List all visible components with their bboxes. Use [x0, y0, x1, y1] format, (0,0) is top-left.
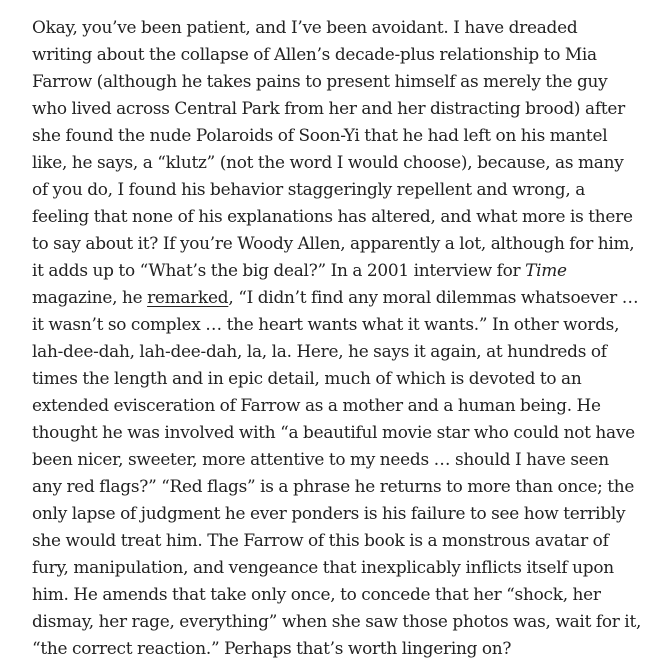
paragraph-text-part-3: , “I didn’t find any moral dilemmas whatsoever … it wasn’t so complex … the heart wants what it wants.” In other words, lah-dee-dah, lah-dee-dah, la, la. Here, he says it again, at hundreds of times the length and in epic detail, much of which is devoted to an extended evisceration of Farrow as a mother and a human being. He thought he was involved with “a beautiful movie star who could not have been nicer, sweeter, more attentive to my needs … should I have seen any red flags?” “Red flags” is a phrase he returns to more than once; the only lapse of judgment he ever ponders is his failure to see how terribly she would treat him. The Farrow of this book is a monstrous avatar of fury, manipulation, and vengeance that inexplicably inflicts itself upon him. He amends that take only once, to concede that her “shock, her dismay, her rage, everything” when she saw those photos was, wait for it, “the correct reaction.” Perhaps that’s worth lingering on? — [32, 287, 642, 658]
paragraph-text-part-1: Okay, you’ve been patient, and I’ve been avoidant. I have dreaded writing about the collapse of Allen’s decade-plus relationship to Mia Farrow (although he takes pains to present himself as merely the guy who lived across Central Park from her and her distracting brood) after she found the nude Polaroids of Soon-Yi that he had left on his mantel like, he says, a “klutz” (not the word I would choose), because, as many of you do, I found his behavior staggeringly repellent and wrong, a feeling that none of his explanations has altered, and what more is there to say about it? If you’re Woody Allen, apparently a lot, although for him, it adds up to “What’s the big deal?” In a 2001 interview for — [32, 17, 635, 280]
paragraph-text-part-2: magazine, he — [32, 287, 148, 307]
article-paragraph — [32, 14, 642, 662]
article-body — [32, 14, 642, 662]
publication-title-time: Time — [525, 260, 567, 280]
remarked-link[interactable]: remarked — [147, 287, 229, 307]
